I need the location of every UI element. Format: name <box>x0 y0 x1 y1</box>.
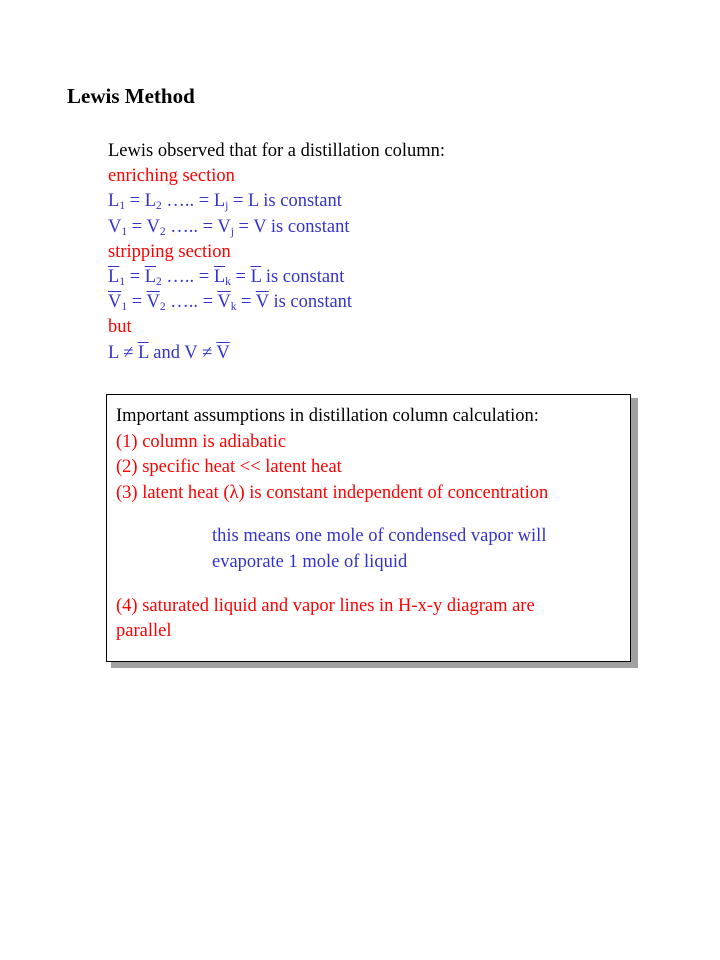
assumption-3: (3) latent heat (λ) is constant independent of concentration <box>116 482 549 503</box>
stripping-vapor-equation: $\overline{V}_1 = \overline{V}_2$ ….. = $\overline{V}_k = \overline{V}$ is constant <box>108 292 353 313</box>
assumption-2: (2) specific heat << latent heat <box>116 457 342 478</box>
stripping-heading: stripping section <box>108 241 231 262</box>
assumption-3-note-line-1: this means one mole of condensed vapor will <box>212 526 547 547</box>
assumption-4-line-1: (4) saturated liquid and vapor lines in H-x-y diagram are <box>116 595 535 616</box>
enriching-vapor-equation: $V_1 = V_2$ ….. = $V_j = V$ is constant <box>108 216 350 238</box>
assumptions-box <box>106 394 631 662</box>
inequality-statement: $L \ne \overline{L}$ and $V \ne \overline{V}$ <box>108 342 230 363</box>
assumption-4-line-2: parallel <box>116 621 172 642</box>
lewis-observations <box>108 139 445 366</box>
enriching-heading: enriching section <box>108 166 235 187</box>
assumptions-heading: Important assumptions in distillation column calculation: <box>116 406 539 426</box>
intro-text: Lewis observed that for a distillation column: <box>108 141 446 161</box>
page-title: Lewis Method <box>67 84 195 108</box>
assumption-1: (1) column is adiabatic <box>116 431 287 452</box>
but-text: but <box>108 317 132 338</box>
assumption-3-note-line-2: evaporate 1 mole of liquid <box>212 551 408 572</box>
stripping-liquid-equation: $\overline{L}_1 = \overline{L}_2$ ….. = $\overline{L}_k = \overline{L}$ is constant <box>108 266 345 288</box>
enriching-liquid-equation: $L_1 = L_2$ ….. = $L_j = L$ is constant <box>108 191 342 213</box>
